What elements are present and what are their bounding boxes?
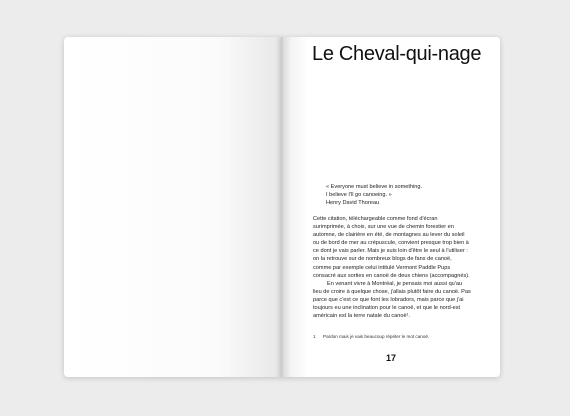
left-page — [64, 37, 282, 377]
paragraph: Cette citation, téléchargeable comme fond d'écran surimprimée, à choix, sur une vue de chemin forestier en automne, de clairière en été, de montagnes au lever du soleil ou de bord de mer au crépuscule, convient presque trop bien à ce dont je vais parler. Mais je suis loin d'être le seul à l'utiliser : on la retrouve sur de nombreux blogs de fans de canoë, comme par exemple celui intitulé Vermont Paddle Pups consacré aux sorties en canoë de deux chiens (accompagnés). — [313, 216, 470, 279]
paragraph: En venant vivre à Montréal, je pensais moi aussi qu'au lieu de croire à quelque chose, j'allais plutôt faire du canoë. Pas parce que c'est ce que font les Iobradors, mais parce que j'ai toujours eu une inclination pour le canoë, et que le nord-est américain est la terre natale du canoë¹. — [313, 280, 471, 320]
footnote-number: 1 — [313, 334, 316, 339]
body-text — [313, 215, 471, 320]
footnote-text: Pardon mais je vais beaucoup répéter le mot canoë. — [323, 334, 430, 339]
footnote — [313, 334, 429, 339]
page-number: 17 — [385, 353, 396, 363]
epigraph-line: I believe I'll go canoeing. » — [326, 192, 392, 198]
epigraph-author: Henry David Thoreau — [326, 200, 380, 206]
chapter-title: Le Cheval-qui-nage — [312, 43, 482, 65]
epigraph-line: « Everyone must believe in something. — [326, 184, 423, 190]
epigraph — [326, 183, 422, 207]
book-spread — [64, 37, 500, 377]
right-page — [282, 37, 500, 377]
book-gutter — [281, 37, 283, 377]
